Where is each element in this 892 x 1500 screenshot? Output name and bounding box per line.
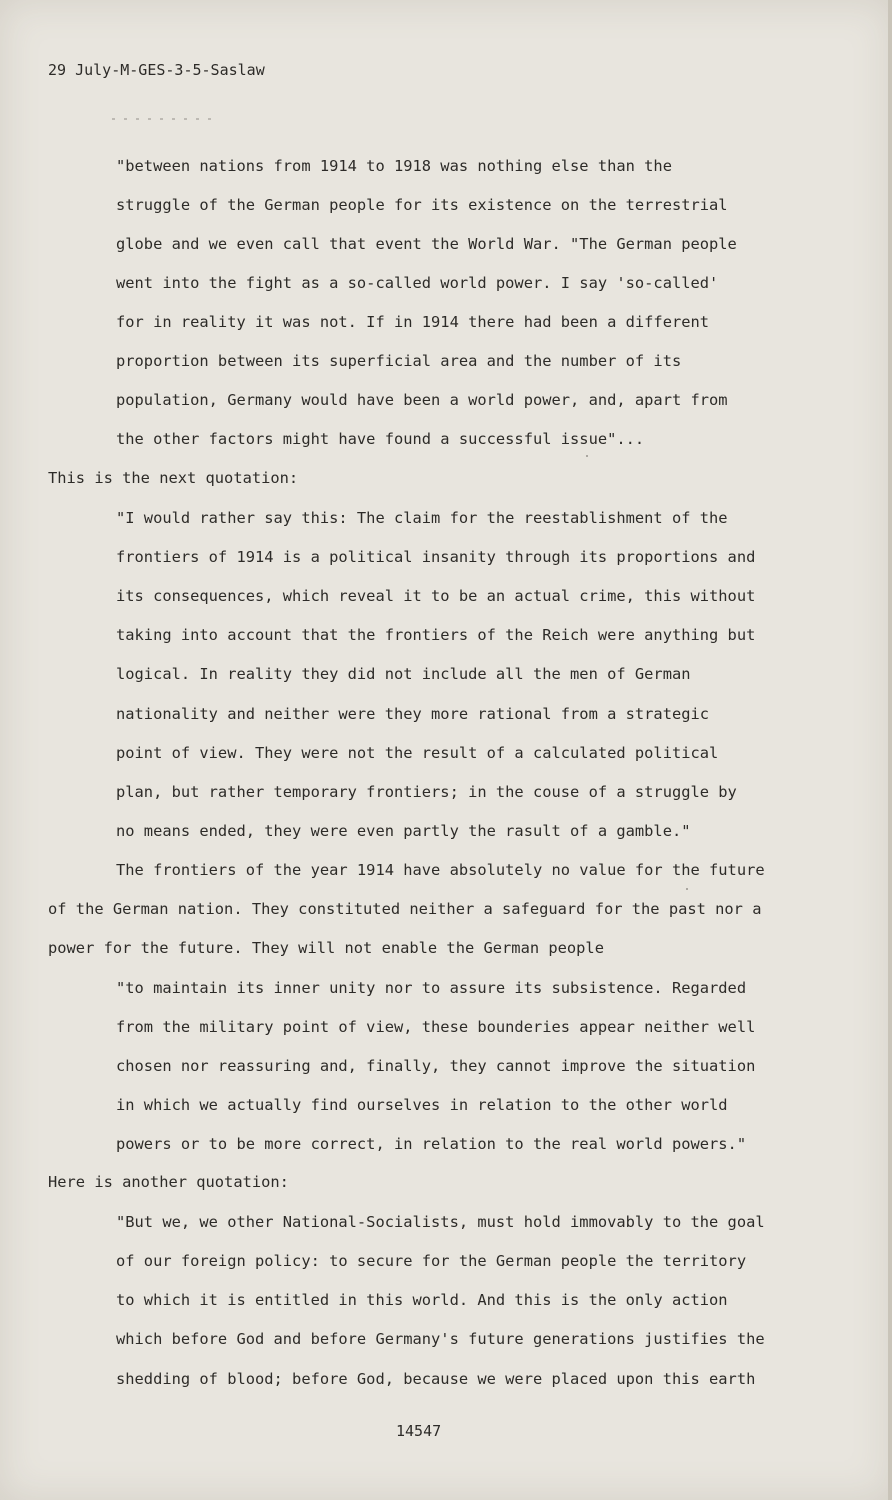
text-line-17: plan, but rather temporary frontiers; in the couse of a struggle by bbox=[116, 783, 737, 801]
text-line-1: "between nations from 1914 to 1918 was nothing else than the bbox=[116, 157, 672, 175]
page-edge-shadow bbox=[888, 0, 892, 1500]
text-line-2: struggle of the German people for its existence on the terrestrial bbox=[116, 196, 728, 214]
text-line-25: in which we actually find ourselves in relation to the other world bbox=[116, 1096, 728, 1114]
text-line-9: This is the next quotation: bbox=[48, 469, 299, 487]
text-line-6: proportion between its superficial area and the number of its bbox=[116, 352, 682, 370]
text-line-7: population, Germany would have been a world power, and, apart from bbox=[116, 391, 728, 409]
text-line-16: point of view. They were not the result of a calculated political bbox=[116, 744, 719, 762]
text-line-27: Here is another quotation: bbox=[48, 1173, 289, 1191]
text-line-15: nationality and neither were they more rational from a strategic bbox=[116, 705, 710, 723]
text-line-22: "to maintain its inner unity nor to assure its subsistence. Regarded bbox=[116, 979, 747, 997]
text-line-29: of our foreign policy: to secure for the German people the territory bbox=[116, 1252, 747, 1270]
paper-speck bbox=[586, 455, 588, 457]
text-line-5: for in reality it was not. If in 1914 there had been a different bbox=[116, 313, 710, 331]
document-reference-header: 29 July-M-GES-3-5-Saslaw bbox=[48, 61, 265, 79]
page-number: 14547 bbox=[396, 1422, 442, 1440]
text-line-4: went into the fight as a so-called world power. I say 'so-called' bbox=[116, 274, 719, 292]
text-line-21: power for the future. They will not enable the German people bbox=[48, 939, 604, 957]
text-line-31: which before God and before Germany's future generations justifies the bbox=[116, 1330, 765, 1348]
text-line-23: from the military point of view, these bounderies appear neither well bbox=[116, 1018, 756, 1036]
text-line-26: powers or to be more correct, in relation to the real world powers." bbox=[116, 1135, 747, 1153]
text-line-30: to which it is entitled in this world. And this is the only action bbox=[116, 1291, 728, 1309]
text-line-11: frontiers of 1914 is a political insanity through its proportions and bbox=[116, 548, 756, 566]
text-line-12: its consequences, which reveal it to be an actual crime, this without bbox=[116, 587, 756, 605]
text-line-19: The frontiers of the year 1914 have absolutely no value for the future bbox=[116, 861, 765, 879]
text-line-32: shedding of blood; before God, because we were placed upon this earth bbox=[116, 1370, 756, 1388]
text-line-20: of the German nation. They constituted neither a safeguard for the past nor a bbox=[48, 900, 762, 918]
text-line-10: "I would rather say this: The claim for the reestablishment of the bbox=[116, 509, 728, 527]
faint-marks bbox=[112, 118, 216, 120]
text-line-14: logical. In reality they did not include all the men of German bbox=[116, 665, 691, 683]
paper-speck bbox=[686, 888, 688, 890]
text-line-3: globe and we even call that event the World War. "The German people bbox=[116, 235, 737, 253]
text-line-18: no means ended, they were even partly the rasult of a gamble." bbox=[116, 822, 691, 840]
text-line-28: "But we, we other National-Socialists, must hold immovably to the goal bbox=[116, 1213, 765, 1231]
text-line-24: chosen nor reassuring and, finally, they cannot improve the situation bbox=[116, 1057, 756, 1075]
text-line-8: the other factors might have found a successful issue"... bbox=[116, 430, 645, 448]
text-line-13: taking into account that the frontiers of the Reich were anything but bbox=[116, 626, 756, 644]
